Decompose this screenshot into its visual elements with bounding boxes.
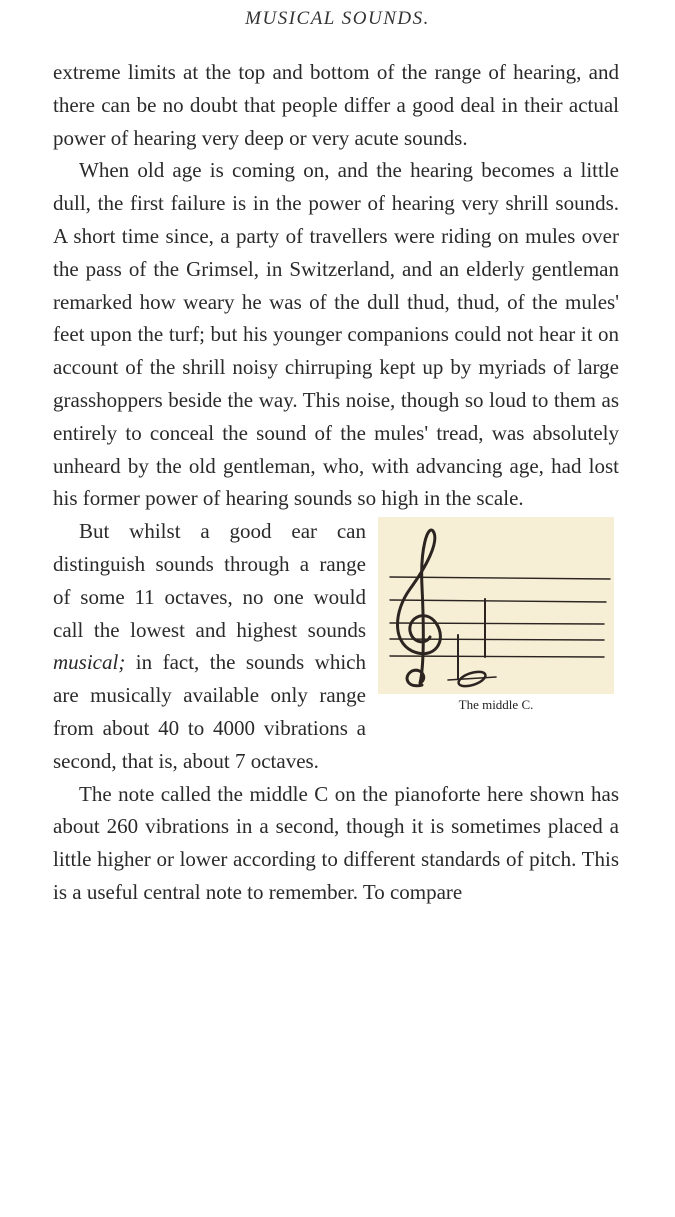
ledger-line [448, 677, 496, 680]
body-text [53, 56, 619, 909]
paragraph-3-end: in fact, the sounds which are musically available only range from about 40 to 4000 vibrations a second, that is, about 7 octaves. [53, 650, 366, 773]
emphasis-musical: musical; [53, 650, 126, 675]
paragraph-3-start: But whilst a good ear can distinguish sounds through a range of some 11 octaves, no one would call the lowest and highest sounds [53, 519, 366, 642]
figure-caption: The middle C. [458, 697, 534, 713]
paragraph-4: The note called the middle C on the pianoforte here shown has about 260 vibrations in a second, though it is sometimes placed a little higher or lower according to different standards of pitch. This is a useful central note to remember. To compare [53, 781, 619, 904]
paragraph-2: When old age is coming on, and the hearing becomes a little dull, the first failure is in the power of hearing very shrill sounds. A short time since, a party of travellers were riding on mules over the pass of the Grimsel, in Switzerland, and an elderly gentleman remarked how weary he was of the dull thud, thud, of the mules' feet upon the turf; but his younger companions could not hear it on account of the shrill noisy chirruping kept up by myriads of large grasshoppers beside the way. This noise, though so loud to them as entirely to conceal the sound of the mules' tread, was absolutely unheard by the old gentleman, who, with advancing age, had lost his former power of hearing sounds so high in the scale. [53, 158, 619, 511]
music-figure [378, 517, 614, 713]
running-head: MUSICAL SOUNDS. [245, 8, 430, 29]
treble-clef-icon [398, 530, 441, 686]
figure-plate [378, 517, 614, 694]
treble-clef-staff-icon [378, 517, 614, 694]
paragraph-1: extreme limits at the top and bottom of the range of hearing, and there can be no doubt that people differ a good deal in their actual power of hearing very deep or very acute sounds. [53, 60, 619, 150]
